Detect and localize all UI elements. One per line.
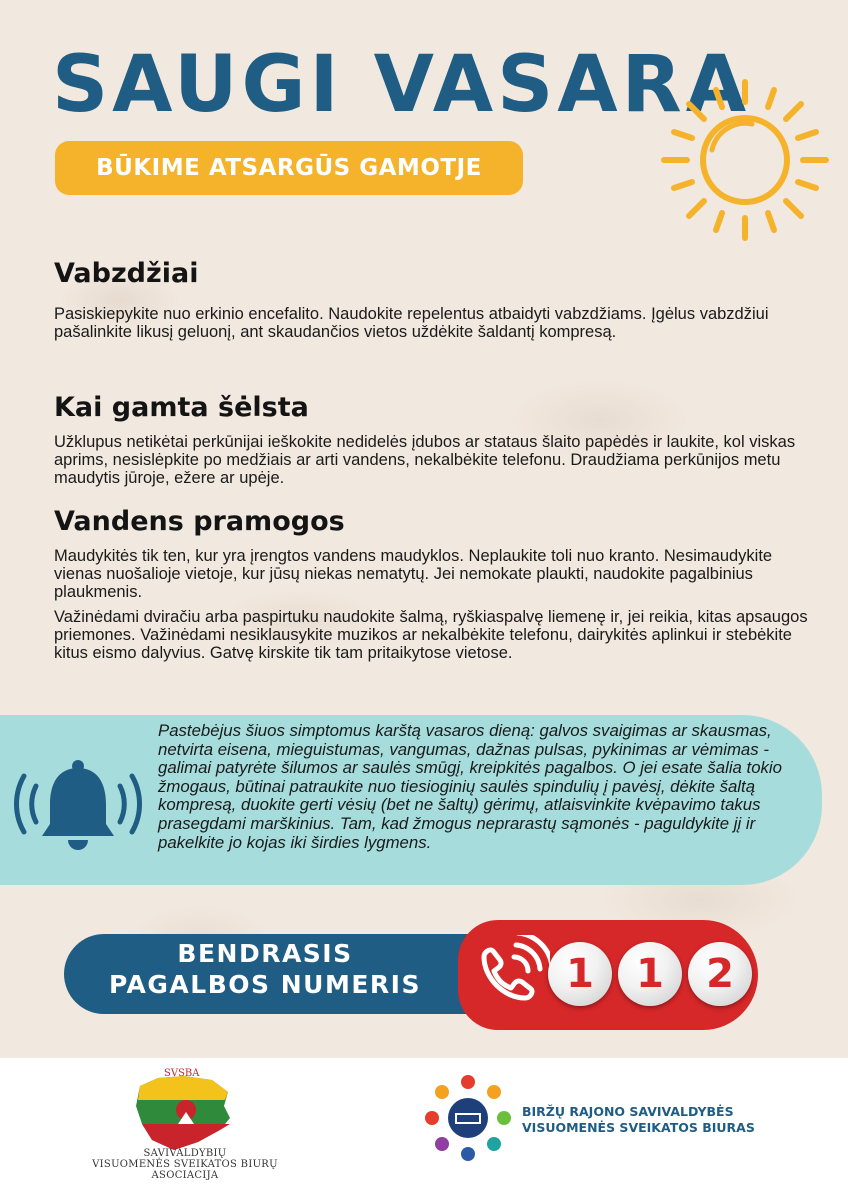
subtitle-text: BŪKIME ATSARGŪS GAMOTJE — [96, 155, 482, 181]
birzai-caption — [522, 1104, 782, 1136]
heat-warning-text: Pastebėjus šiuos simptomus karštą vasaros dieną: galvos svaigimas ar skausmas, netvirta eisena, mieguistumas, vangumas, dažnas pulsas, pykinimas ar vėmimas - galimai patyrėte šilumos ar saulės smūgį, kreipkitės pagalbos. O jei esate šalia tokio žmogaus, būtinai patraukite nuo tiesioginių saulės spindulių į pavėsį, dėkite šaltą kompresą, duokite gerti vėsių (bet ne šaltų) gėrimų, atlaisvinkite kvėpavimo takus prasegdami marškinius. Tam, kad žmogus neprarastų sąmonės - paguldykite jį ir pakelkite jo kojas iki širdies lygmens. — [158, 721, 782, 852]
emergency-digit-2[interactable]: 1 — [618, 942, 682, 1006]
svsba-caption-line2: VISUOMENĖS SVEIKATOS BIURŲ — [92, 1159, 278, 1170]
svsba-caption-line1: SAVIVALDYBIŲ — [143, 1148, 227, 1159]
svsba-abbr: SVSBA — [164, 1068, 200, 1079]
emergency-label-line1: BENDRASIS — [177, 939, 353, 968]
section-text-water: Maudykitės tik ten, kur yra įrengtos vandens maudyklos. Neplaukite toli nuo kranto. Nesimaudykite vienas nuošalioje vietoje, kur jūsų niekas nematytų. Jei nemokate plaukti, naudokite pagalbinius plaukmenis. — [54, 547, 773, 601]
subtitle-banner — [55, 141, 523, 195]
emergency-label — [80, 938, 450, 1000]
emergency-digit-1[interactable]: 1 — [548, 942, 612, 1006]
phone-icon — [470, 935, 550, 1015]
sun-icon — [650, 62, 840, 252]
section-text-storm: Užklupus netikėtai perkūnijai ieškokite nedidelės įdubos ar stataus šlaito papėdės ir laukite, kol viskas aprims, nesislėpkite po medžiais ar arti vandens, nekalbėkite telefonu. Draudžiama perkūnijos metu maudytis jūroje, ežere ar upėje. — [54, 433, 796, 487]
section-text-cycling: Važinėdami dviračiu arba paspirtuku naudokite šalmą, ryškiaspalvę liemenę ir, jei reikia, kitas apsaugos priemones. Važinėdami nesiklausykite muzikos ar nekalbėkite telefonu, dairykitės aplinkui ir stebėkite kitus eismo dalyvius. Gatvę kirskite tik tam pritaikytose vietose. — [54, 608, 808, 662]
svsba-logo — [128, 1066, 238, 1158]
birzai-caption-line1: BIRŽŲ RAJONO SAVIVALDYBĖS — [522, 1104, 734, 1119]
bell-icon — [14, 752, 142, 860]
emergency-label-line2: PAGALBOS NUMERIS — [109, 970, 421, 999]
svsba-caption — [80, 1148, 290, 1181]
section-heading-storm: Kai gamta šėlsta — [54, 392, 309, 423]
birzai-health-bureau-logo — [418, 1068, 518, 1168]
section-heading-insects: Vabzdžiai — [54, 258, 199, 289]
birzai-caption-line2: VISUOMENĖS SVEIKATOS BIURAS — [522, 1120, 755, 1135]
section-text-insects: Pasiskiepykite nuo erkinio encefalito. Naudokite repelentus atbaidyti vabzdžiams. Įgėlus vabzdžiui pašalinkite likusį geluonį, ant skaudančios vietos uždėkite šaldantį kompresą. — [54, 305, 769, 341]
emergency-digit-3[interactable]: 2 — [688, 942, 752, 1006]
svsba-caption-line3: ASOCIACIJA — [151, 1170, 219, 1181]
page-title: SAUGI VASARA — [52, 40, 751, 130]
section-heading-water: Vandens pramogos — [54, 506, 345, 537]
